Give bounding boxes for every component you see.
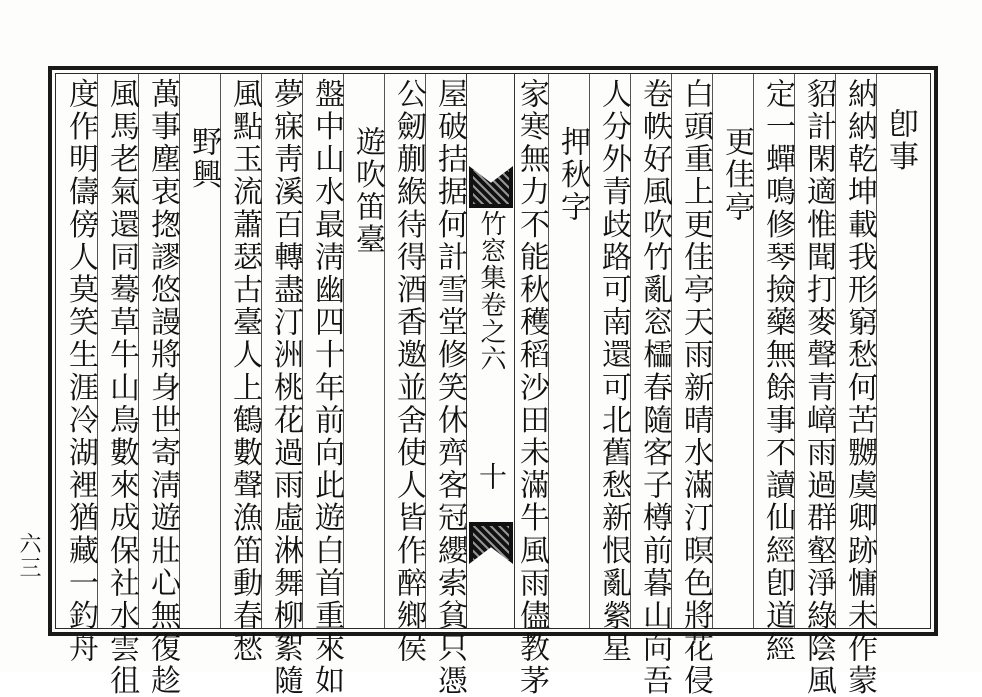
leaf-number: 十 <box>475 462 508 490</box>
text-column: 公劒蒯緱待得酒香邀並舍使人皆作醉鄉侯 <box>391 78 426 665</box>
fold-line <box>514 74 515 628</box>
text-column: 風點玉流蕭瑟古臺人上鶴數聲漁笛動春愁 <box>227 78 262 665</box>
poem-title: 押秋字 <box>555 126 590 224</box>
text-column: 屋破拮据何計雪堂修笑休齊客冠纓索貧只憑 <box>432 78 467 697</box>
text-column: 人分外青歧路可南還可北舊愁新恨亂縈星 <box>596 78 631 665</box>
poem-title: 更佳亭 <box>719 126 754 224</box>
text-column: 萬事塵衷揔謬悠謾將身世寄淸遊壯心無復趁 <box>145 78 180 697</box>
fishtail-top-ornament <box>469 166 513 208</box>
text-column: 夢寐靑溪百轉盡汀洲桃花過雨虛淋舞柳絮隨 <box>268 78 303 697</box>
text-column: 家寒無力不能秋穫稻沙田未滿牛風雨儘教茅 <box>514 78 549 697</box>
text-column: 納納乾坤載我形窮愁何苦嬲虞卿跡慵未作蒙 <box>842 78 877 697</box>
center-fold <box>466 74 516 628</box>
text-column: 度作明儔傍人莫笑生涯冷湖裡猶藏一釣舟 <box>63 78 98 665</box>
text-column: 白頭重上更佳亭天雨新晴水滿汀暝色將花侵 <box>678 78 713 697</box>
page-number: 六三 <box>16 532 41 580</box>
poem-title: 野興 <box>186 126 221 192</box>
text-column: 卷帙好風吹竹亂窓櫺春隨客子樽前暮山向吾 <box>637 78 672 697</box>
text-column: 風馬老氣還同蓦草牛山鳥數來成保社水雲徂 <box>104 78 139 697</box>
text-column: 盤中山水最淸幽四十年前向此遊白首重來如 <box>309 78 344 697</box>
volume-title: 竹窓集卷之六 <box>476 210 506 372</box>
poem-title: 卽事 <box>883 108 918 174</box>
fishtail-bottom-ornament <box>469 522 513 564</box>
text-column: 貂計閑適惟聞打麥聲青嶂雨過群壑淨綠陰風 <box>801 78 836 697</box>
poem-title: 遊吹笛臺 <box>350 126 385 257</box>
text-column: 定一蟬鳴修琴撿藥無餘事不讀仙經卽道經 <box>760 78 795 665</box>
